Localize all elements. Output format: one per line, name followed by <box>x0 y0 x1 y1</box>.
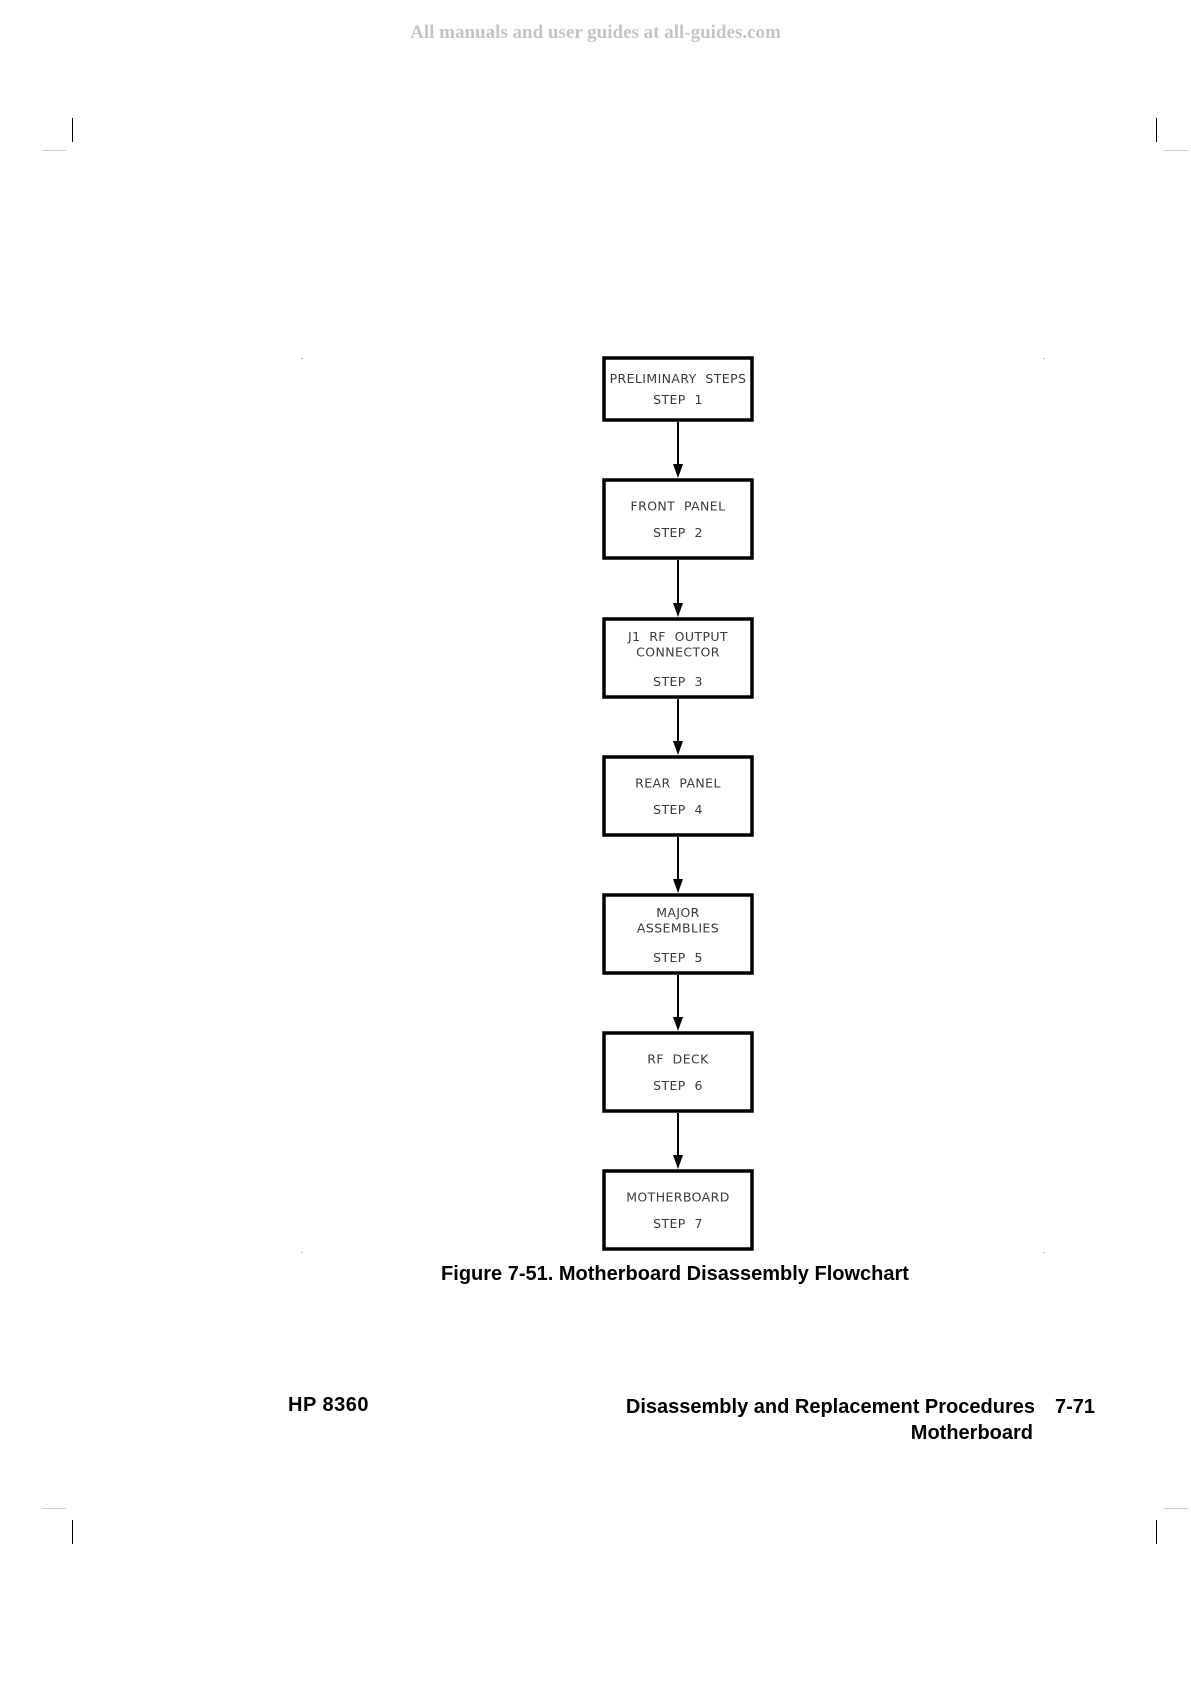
flow-arrow-4-to-5 <box>673 837 683 893</box>
flow-node-box <box>604 1033 752 1111</box>
flow-node-box <box>604 1171 752 1249</box>
flow-node-label: MAJOR <box>656 904 700 920</box>
flow-node-step-6 <box>604 1033 752 1111</box>
flow-node-box <box>604 358 752 420</box>
flow-arrow-2-to-3 <box>673 560 683 617</box>
flow-arrowhead <box>673 879 683 893</box>
flow-node-label: RF DECK <box>647 1051 709 1067</box>
flow-node-label: STEP 7 <box>653 1216 703 1232</box>
figure-caption: Figure 7-51. Motherboard Disassembly Flowchart <box>441 1263 909 1285</box>
flow-arrow-1-to-2 <box>673 422 683 478</box>
flow-arrow-6-to-7 <box>673 1113 683 1169</box>
flow-node-step-4 <box>604 757 752 835</box>
footer-right-block <box>626 1394 1095 1446</box>
flow-arrowhead <box>673 1017 683 1031</box>
flow-node-step-5 <box>604 895 752 973</box>
flow-node-step-1 <box>604 358 752 420</box>
flow-node-label: STEP 2 <box>653 525 703 541</box>
flow-arrow-5-to-6 <box>673 975 683 1031</box>
flow-node-box <box>604 757 752 835</box>
flow-arrowhead <box>673 741 683 755</box>
watermark: All manuals and user guides at all-guides.com <box>410 22 781 43</box>
footer-page-number: 7-71 <box>1054 1396 1095 1418</box>
flow-node-label: FRONT PANEL <box>630 498 726 514</box>
flow-arrow-3-to-4 <box>673 699 683 755</box>
footer-chapter-line <box>626 1394 1095 1420</box>
flow-arrowhead <box>673 464 683 478</box>
flow-node-label: ASSEMBLIES <box>636 920 720 936</box>
flow-node-step-7 <box>604 1171 752 1249</box>
footer-product: HP 8360 <box>288 1394 369 1416</box>
flow-node-label: STEP 1 <box>653 392 703 408</box>
flow-node-box <box>604 480 752 558</box>
flow-arrowhead <box>673 1155 683 1169</box>
flow-node-step-3 <box>604 619 752 697</box>
flow-node-label: STEP 5 <box>653 950 703 966</box>
flow-node-label: J1 RF OUTPUT <box>628 628 728 644</box>
flow-node-label: STEP 6 <box>653 1078 703 1094</box>
flow-node-label: PRELIMINARY STEPS <box>609 371 747 387</box>
flow-node-label: STEP 3 <box>653 674 703 690</box>
footer-section: Motherboard <box>910 1422 1033 1444</box>
flow-node-label: CONNECTOR <box>636 644 720 660</box>
flow-node-label: MOTHERBOARD <box>626 1189 730 1205</box>
footer-chapter: Disassembly and Replacement Procedures <box>625 1396 1035 1418</box>
flow-arrowhead <box>673 603 683 617</box>
flow-node-step-2 <box>604 480 752 558</box>
flow-node-label: REAR PANEL <box>635 775 721 791</box>
flow-node-label: STEP 4 <box>653 802 703 818</box>
